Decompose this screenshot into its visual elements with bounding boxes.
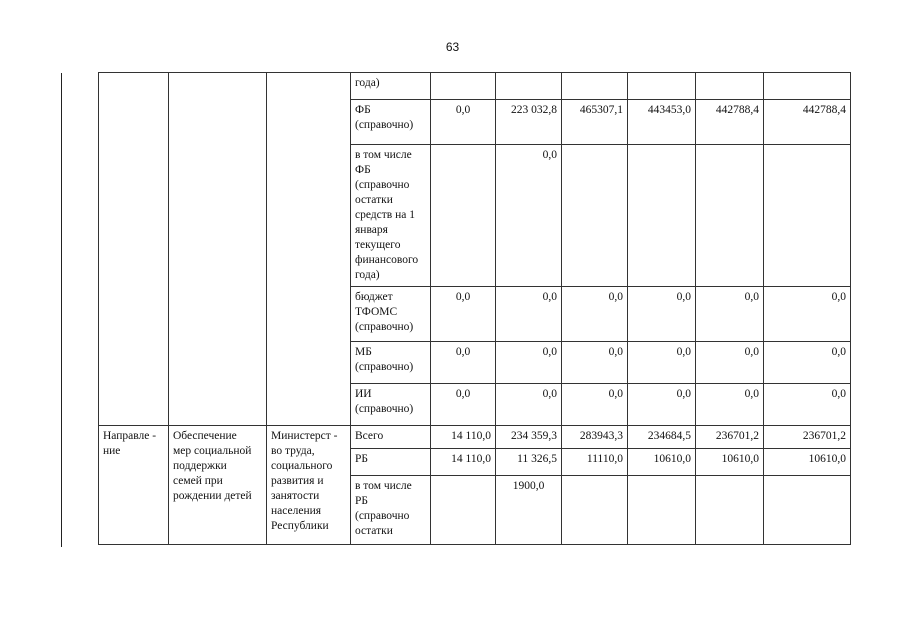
value-cell: 14 110,0 — [431, 426, 496, 449]
value-cell: 0,0 — [628, 342, 696, 384]
value-cell: 0,0 — [764, 287, 851, 342]
value-cell — [562, 73, 628, 100]
value-cell — [696, 476, 764, 545]
value-cell: 14 110,0 — [431, 449, 496, 476]
value-cell — [431, 145, 496, 287]
funding-source-cell: РБ — [351, 449, 431, 476]
value-cell: 236701,2 — [764, 426, 851, 449]
value-cell: 0,0 — [496, 145, 562, 287]
value-cell: 283943,3 — [562, 426, 628, 449]
value-cell: 1900,0 — [496, 476, 562, 545]
value-cell: 0,0 — [696, 287, 764, 342]
table-row — [99, 73, 851, 100]
funding-source-cell: бюджет ТФОМС (справочно) — [351, 287, 431, 342]
executor-cell: Министерст - во труда, социального развития и занятости населения Республики — [267, 426, 351, 545]
value-cell: 442788,4 — [696, 100, 764, 145]
value-cell: 0,0 — [764, 342, 851, 384]
value-cell: 223 032,8 — [496, 100, 562, 145]
value-cell: 10610,0 — [696, 449, 764, 476]
funding-source-cell: Всего — [351, 426, 431, 449]
value-cell: 0,0 — [496, 384, 562, 426]
value-cell: 11 326,5 — [496, 449, 562, 476]
value-cell — [696, 73, 764, 100]
blank-executor-cell — [267, 73, 351, 426]
value-cell: 0,0 — [496, 287, 562, 342]
value-cell: 11110,0 — [562, 449, 628, 476]
value-cell: 443453,0 — [628, 100, 696, 145]
value-cell: 0,0 — [696, 342, 764, 384]
value-cell — [628, 476, 696, 545]
value-cell — [431, 476, 496, 545]
left-margin-rule — [61, 73, 62, 547]
value-cell — [431, 73, 496, 100]
value-cell — [628, 145, 696, 287]
value-cell: 442788,4 — [764, 100, 851, 145]
value-cell — [764, 145, 851, 287]
table-body — [99, 73, 851, 545]
value-cell: 0,0 — [431, 384, 496, 426]
value-cell — [764, 73, 851, 100]
blank-measure-cell — [169, 73, 267, 426]
value-cell: 10610,0 — [628, 449, 696, 476]
funding-source-cell: ФБ (справочно) — [351, 100, 431, 145]
direction-cell: Направле - ние — [99, 426, 169, 545]
measure-cell: Обеспечение мер социальной поддержки семей при рождении детей — [169, 426, 267, 545]
value-cell: 10610,0 — [764, 449, 851, 476]
value-cell: 0,0 — [628, 287, 696, 342]
table-row — [99, 426, 851, 449]
value-cell: 0,0 — [562, 287, 628, 342]
value-cell: 0,0 — [431, 100, 496, 145]
value-cell: 0,0 — [496, 342, 562, 384]
funding-source-cell: ИИ (справочно) — [351, 384, 431, 426]
value-cell — [562, 476, 628, 545]
value-cell: 0,0 — [696, 384, 764, 426]
value-cell: 0,0 — [764, 384, 851, 426]
value-cell: 0,0 — [431, 287, 496, 342]
funding-source-cell: МБ (справочно) — [351, 342, 431, 384]
value-cell: 0,0 — [562, 342, 628, 384]
budget-table — [98, 72, 851, 545]
blank-direction-cell — [99, 73, 169, 426]
value-cell — [764, 476, 851, 545]
value-cell — [562, 145, 628, 287]
funding-source-cell: в том числе ФБ (справочно остатки средств на 1 января текущего финансового года) — [351, 145, 431, 287]
funding-source-cell: в том числе РБ (справочно остатки — [351, 476, 431, 545]
value-cell: 236701,2 — [696, 426, 764, 449]
value-cell: 0,0 — [628, 384, 696, 426]
value-cell: 234684,5 — [628, 426, 696, 449]
value-cell — [496, 73, 562, 100]
value-cell: 0,0 — [562, 384, 628, 426]
value-cell: 465307,1 — [562, 100, 628, 145]
value-cell — [628, 73, 696, 100]
value-cell: 0,0 — [431, 342, 496, 384]
funding-source-cell: года) — [351, 73, 431, 100]
value-cell: 234 359,3 — [496, 426, 562, 449]
value-cell — [696, 145, 764, 287]
page-number: 63 — [445, 40, 460, 54]
